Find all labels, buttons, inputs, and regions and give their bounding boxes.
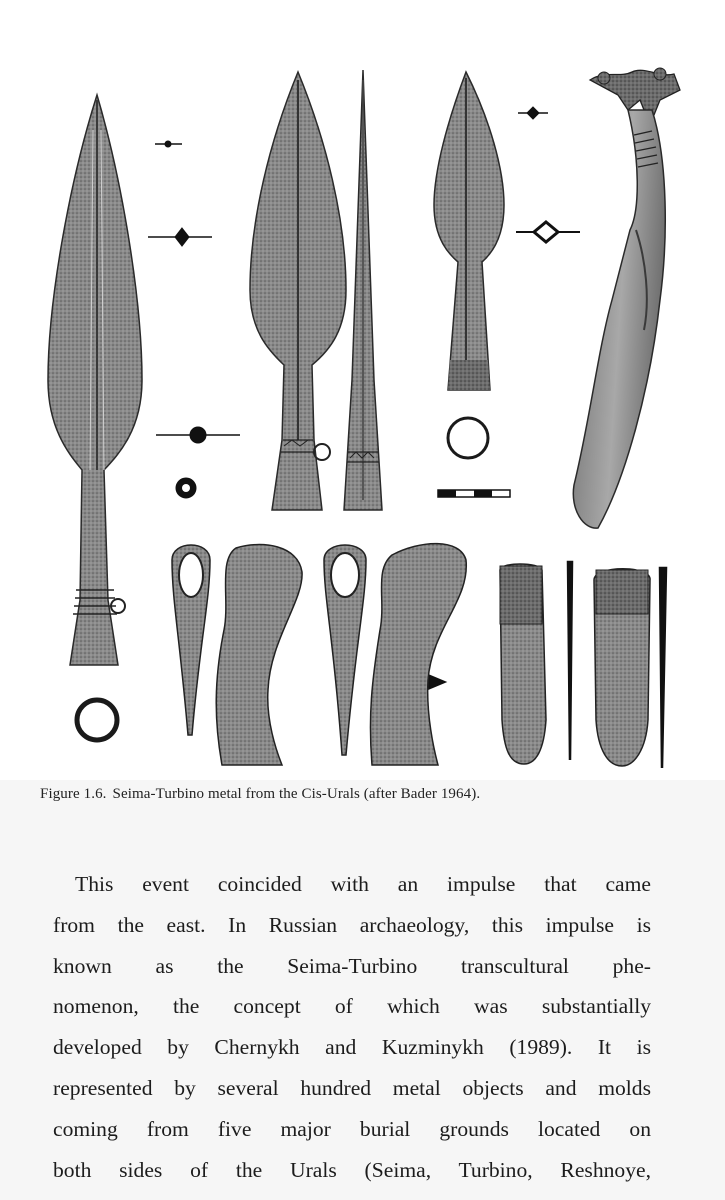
text-line: nomenon, the concept of which was substantially (53, 994, 651, 1019)
celt-curved-2 (370, 544, 466, 765)
text-line: developed by Chernykh and Kuzminykh (1989). It is (53, 1035, 651, 1060)
ring (77, 700, 117, 740)
spearhead-large (48, 95, 142, 665)
figure-label: Figure 1.6. (40, 786, 107, 802)
scale-bar (438, 490, 510, 497)
celt-curved (216, 545, 302, 765)
ring-2 (448, 418, 488, 458)
knife-horse-pommel (573, 68, 680, 528)
awl-2 (660, 568, 666, 768)
text-line: known as the Seima-Turbino transcultural phe- (53, 953, 651, 978)
figure-caption-text: Seima-Turbino metal from the Cis-Urals (after Bader 1964). (112, 786, 481, 802)
spike-long (344, 70, 382, 510)
body-paragraph (53, 864, 651, 1190)
celt-looped (172, 545, 210, 735)
text-line: represented by several hundred metal objects and molds (53, 1075, 651, 1100)
text-line: coming from five major burial grounds located on (53, 1116, 651, 1141)
text-line: from the east. In Russian archaeology, this impulse is (53, 912, 651, 937)
chisel (500, 564, 546, 764)
figure-caption (40, 786, 700, 803)
celt-looped-2 (324, 545, 366, 755)
text-line: This event coincided with an impulse that came (75, 872, 651, 896)
awl (568, 562, 572, 760)
spearhead-small (434, 72, 504, 390)
chisel-2 (594, 569, 650, 766)
text-line: both sides of the Urals (Seima, Turbino, Reshnoye, (53, 1157, 651, 1182)
spearhead-leaf (250, 72, 346, 510)
